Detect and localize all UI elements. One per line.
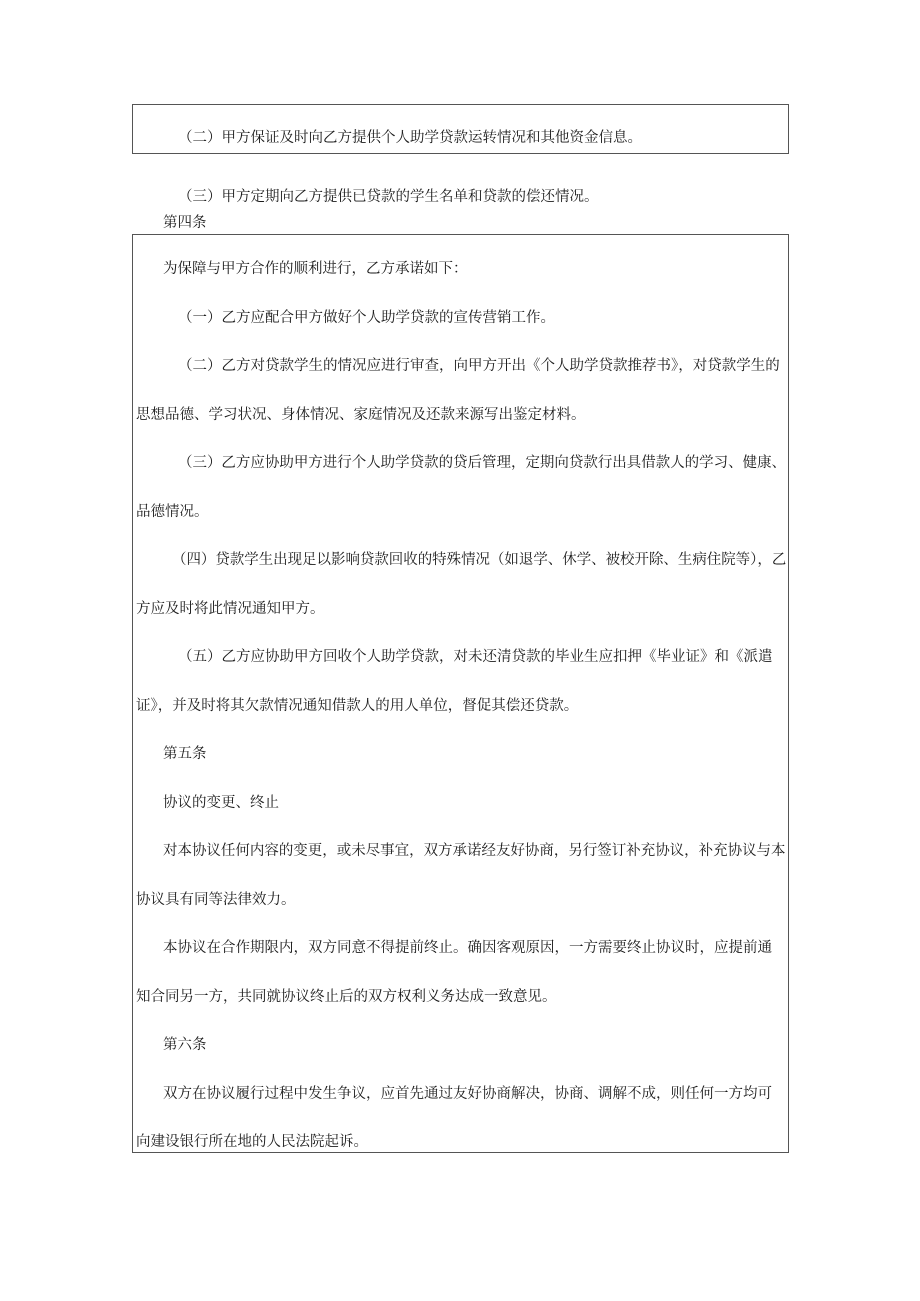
article-4-item-2-line-2: 思想品德、学习状况、身体情况、家庭情况及还款来源写出鉴定材料。 xyxy=(136,407,586,423)
article-6-para-line-1: 双方在协议履行过程中发生争议，应首先通过友好协商解决，协商、调解不成，则任何一方均可 xyxy=(163,1086,772,1102)
article-4-item-3-line-2: 品德情况。 xyxy=(136,504,209,520)
article-5-para-1-line-2: 协议具有同等法律效力。 xyxy=(136,892,296,908)
article-5-para-2-line-2: 知合同另一方，共同就协议终止后的双方权利义务达成一致意见。 xyxy=(136,989,557,1005)
clause-2-3: （三）甲方定期向乙方提供已贷款的学生名单和贷款的偿还情况。 xyxy=(178,189,599,205)
clause-2-2: （二）甲方保证及时向乙方提供个人助学贷款运转情况和其他资金信息。 xyxy=(178,130,642,146)
article-4-item-3-line-1: （三）乙方应协助甲方进行个人助学贷款的贷后管理，定期向贷款行出具借款人的学习、健康、 xyxy=(178,455,787,471)
article-5-heading: 第五条 xyxy=(163,746,207,762)
article-4-item-4-line-2: 方应及时将此情况通知甲方。 xyxy=(136,601,325,617)
article-5-title: 协议的变更、终止 xyxy=(163,795,279,811)
article-4-item-5-line-1: （五）乙方应协助甲方回收个人助学贷款，对未还清贷款的毕业生应扣押《毕业证》和《派遣 xyxy=(178,649,773,665)
article-4-intro: 为保障与甲方合作的顺利进行，乙方承诺如下： xyxy=(163,261,468,277)
article-4-item-4-line-1: （四）贷款学生出现足以影响贷款回收的特殊情况（如退学、休学、被校开除、生病住院等），乙 xyxy=(172,552,787,568)
article-4-item-5-line-2: 证》，并及时将其欠款情况通知借款人的用人单位，督促其偿还贷款。 xyxy=(136,698,579,714)
article-6-para-line-2: 向建设银行所在地的人民法院起诉。 xyxy=(136,1134,368,1150)
article-5-para-1-line-1: 对本协议任何内容的变更，或未尽事宜，双方承诺经友好协商，另行签订补充协议，补充协议与本 xyxy=(163,843,786,859)
article-5-para-2-line-1: 本协议在合作期限内，双方同意不得提前终止。确因客观原因，一方需要终止协议时，应提前通 xyxy=(163,940,772,956)
article-4-heading: 第四条 xyxy=(163,215,207,231)
article-6-heading: 第六条 xyxy=(163,1037,207,1053)
article-4-item-2-line-1: （二）乙方对贷款学生的情况应进行审查，向甲方开出《个人助学贷款推荐书》，对贷款学生的 xyxy=(178,358,780,374)
article-4-item-1: （一）乙方应配合甲方做好个人助学贷款的宣传营销工作。 xyxy=(178,310,555,326)
